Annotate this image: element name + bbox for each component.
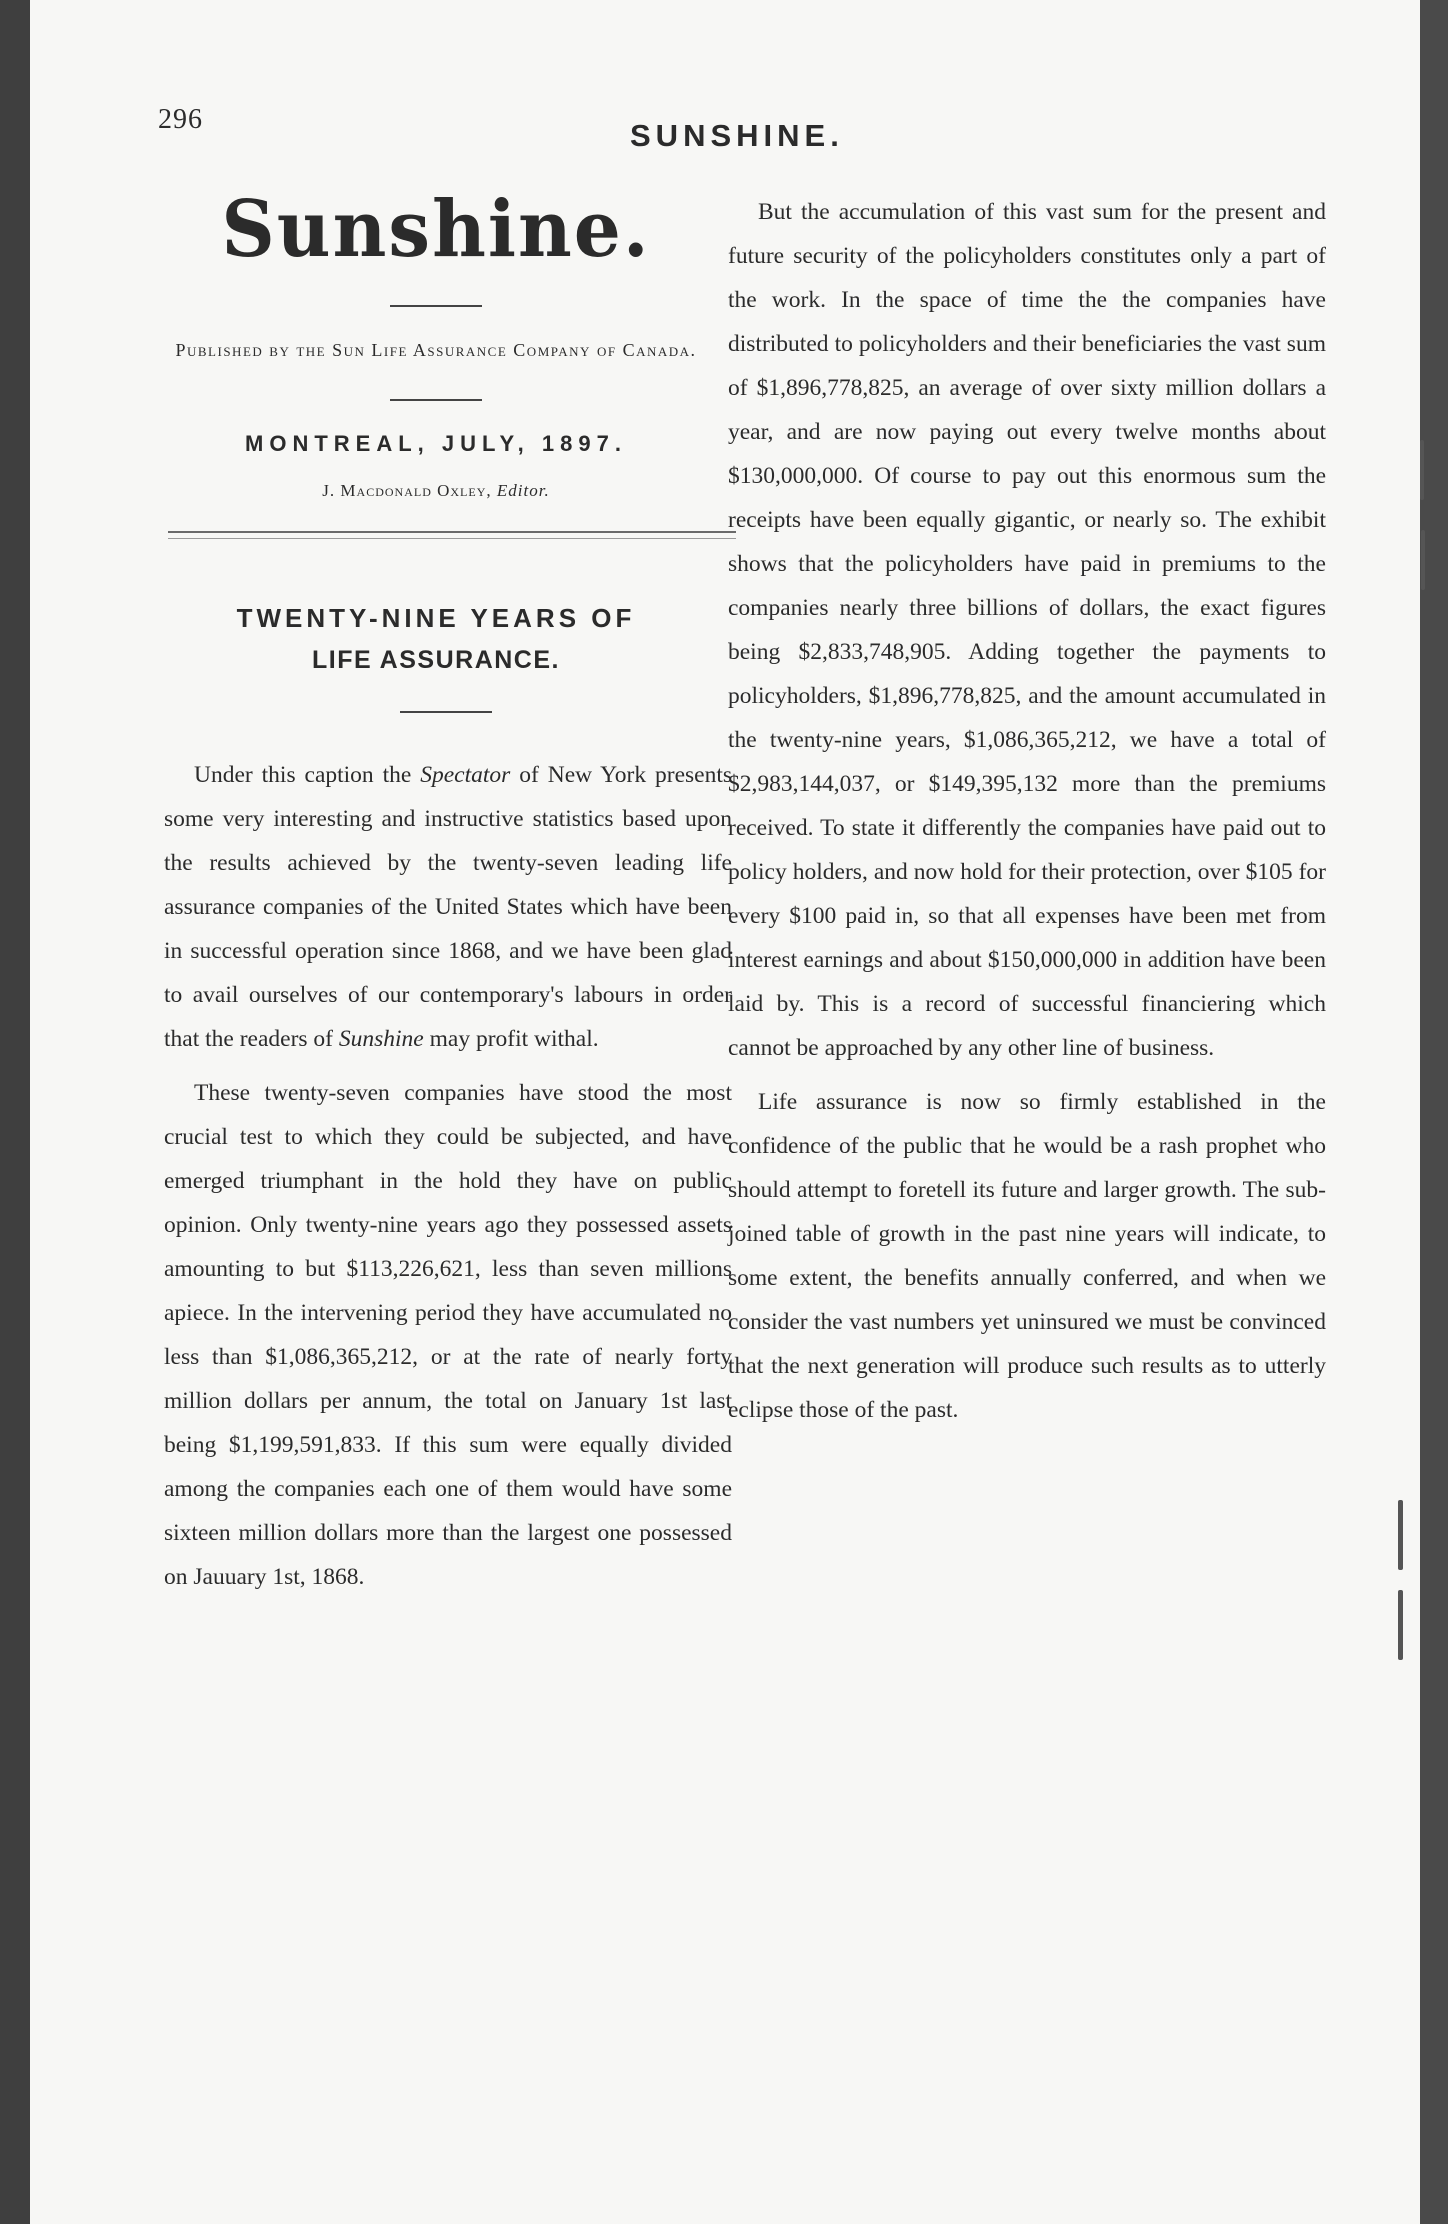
divider bbox=[390, 399, 482, 401]
editor-role: Editor. bbox=[496, 481, 550, 501]
italic-title: Spectator bbox=[420, 762, 511, 789]
page-number: 296 bbox=[158, 104, 203, 135]
editor-line bbox=[138, 481, 734, 501]
publisher-line: Published by the Sun Life Assurance Company of Canada. bbox=[175, 340, 697, 361]
scan-border bbox=[1416, 0, 1448, 2224]
paragraph: Life assurance is now so firmly established in the confidence of the public that he would be a rash prophet who should attempt to foretell its future and larger growth. The sub-joined table of growth in the past nine years will indicate, to some extent, the benefits annually conferred, and when we consider the vast numbers yet uninsured we must be convinced that the next generation will produce such results as to utterly eclipse those of the past. bbox=[728, 1089, 1326, 1423]
article-heading-line2: LIFE ASSURANCE. bbox=[312, 646, 560, 675]
running-head: SUNSHINE. bbox=[630, 118, 844, 153]
right-column bbox=[720, 190, 1326, 1432]
scan-speck bbox=[1420, 440, 1424, 500]
text-run: Under this caption the bbox=[194, 762, 421, 789]
scan-speck bbox=[1398, 1590, 1403, 1660]
article-heading bbox=[138, 597, 734, 681]
paragraph bbox=[164, 753, 732, 1061]
right-column-body bbox=[720, 190, 1326, 1432]
left-column bbox=[138, 184, 734, 1599]
double-rule-divider bbox=[168, 531, 736, 539]
masthead-title: Sunshine. bbox=[221, 184, 651, 276]
paragraph: These twenty-seven companies have stood the most crucial test to which they could be subjected, and have emerged triumphant in the hold they have on public opinion. Only twenty-nine years ago they possessed assets amounting to but $113,226,621, less than seven millions apiece. In the intervening period they have accumulated no less than $1,086,365,212, or at the rate of nearly forty million dollars per annum, the total on January 1st last being $1,199,591,833. If this sum were equally divided among the companies each one of them would have some sixteen million dollars more than the largest one possessed on Jauuary 1st, 1868. bbox=[164, 1080, 732, 1591]
left-column-body bbox=[138, 753, 734, 1599]
paragraph: But the accumulation of this vast sum for the present and future security of the policyholders constitutes only a part of the work. In the space of time the the companies have distributed to policyholders and their beneficiaries the vast sum of $1,896,778,825, an average of over sixty million dollars a year, and are now paying out every twelve months about $130,000,000. Of course to pay out this enormous sum the receipts have been equally gigantic, or nearly so. The exhibit shows that the policyholders have paid in premiums to the companies nearly three billions of dollars, the exact figures being $2,833,748,905. Adding together the payments to policyholders, $1,896,778,825, and the amount accumulated in the twenty-nine years, $1,086,365,212, we have a total of $2,983,144,037, or $149,395,132 more than the premiums received. To state it differently the companies have paid out to policy holders, and now hold for their protection, over $105 for every $100 paid in, so that all expenses have been met from interest earnings and about $150,000,000 in addition have been laid by. This is a record of successful financiering which cannot be approached by any other line of business. bbox=[728, 199, 1326, 1061]
divider bbox=[400, 711, 492, 713]
scan-speck bbox=[1421, 530, 1425, 590]
dateline: MONTREAL, JULY, 1897. bbox=[245, 431, 627, 457]
article-heading-line1: TWENTY-NINE YEARS OF bbox=[236, 603, 636, 634]
divider bbox=[390, 305, 482, 307]
text-run: of New York presents some very interesting and instructive statistics based upon the results achieved by the twenty-seven leading life assurance companies of the United States which have been in successful operation since 1868, and we have been glad to avail ourselves of our contemporary's labours in order that the readers of bbox=[164, 762, 733, 1053]
text-run: may profit withal. bbox=[423, 1026, 599, 1053]
italic-title: Sunshine bbox=[338, 1026, 424, 1053]
editor-name: J. Macdonald Oxley, bbox=[322, 481, 492, 501]
document-page bbox=[30, 0, 1420, 2224]
scan-speck bbox=[1398, 1500, 1403, 1570]
